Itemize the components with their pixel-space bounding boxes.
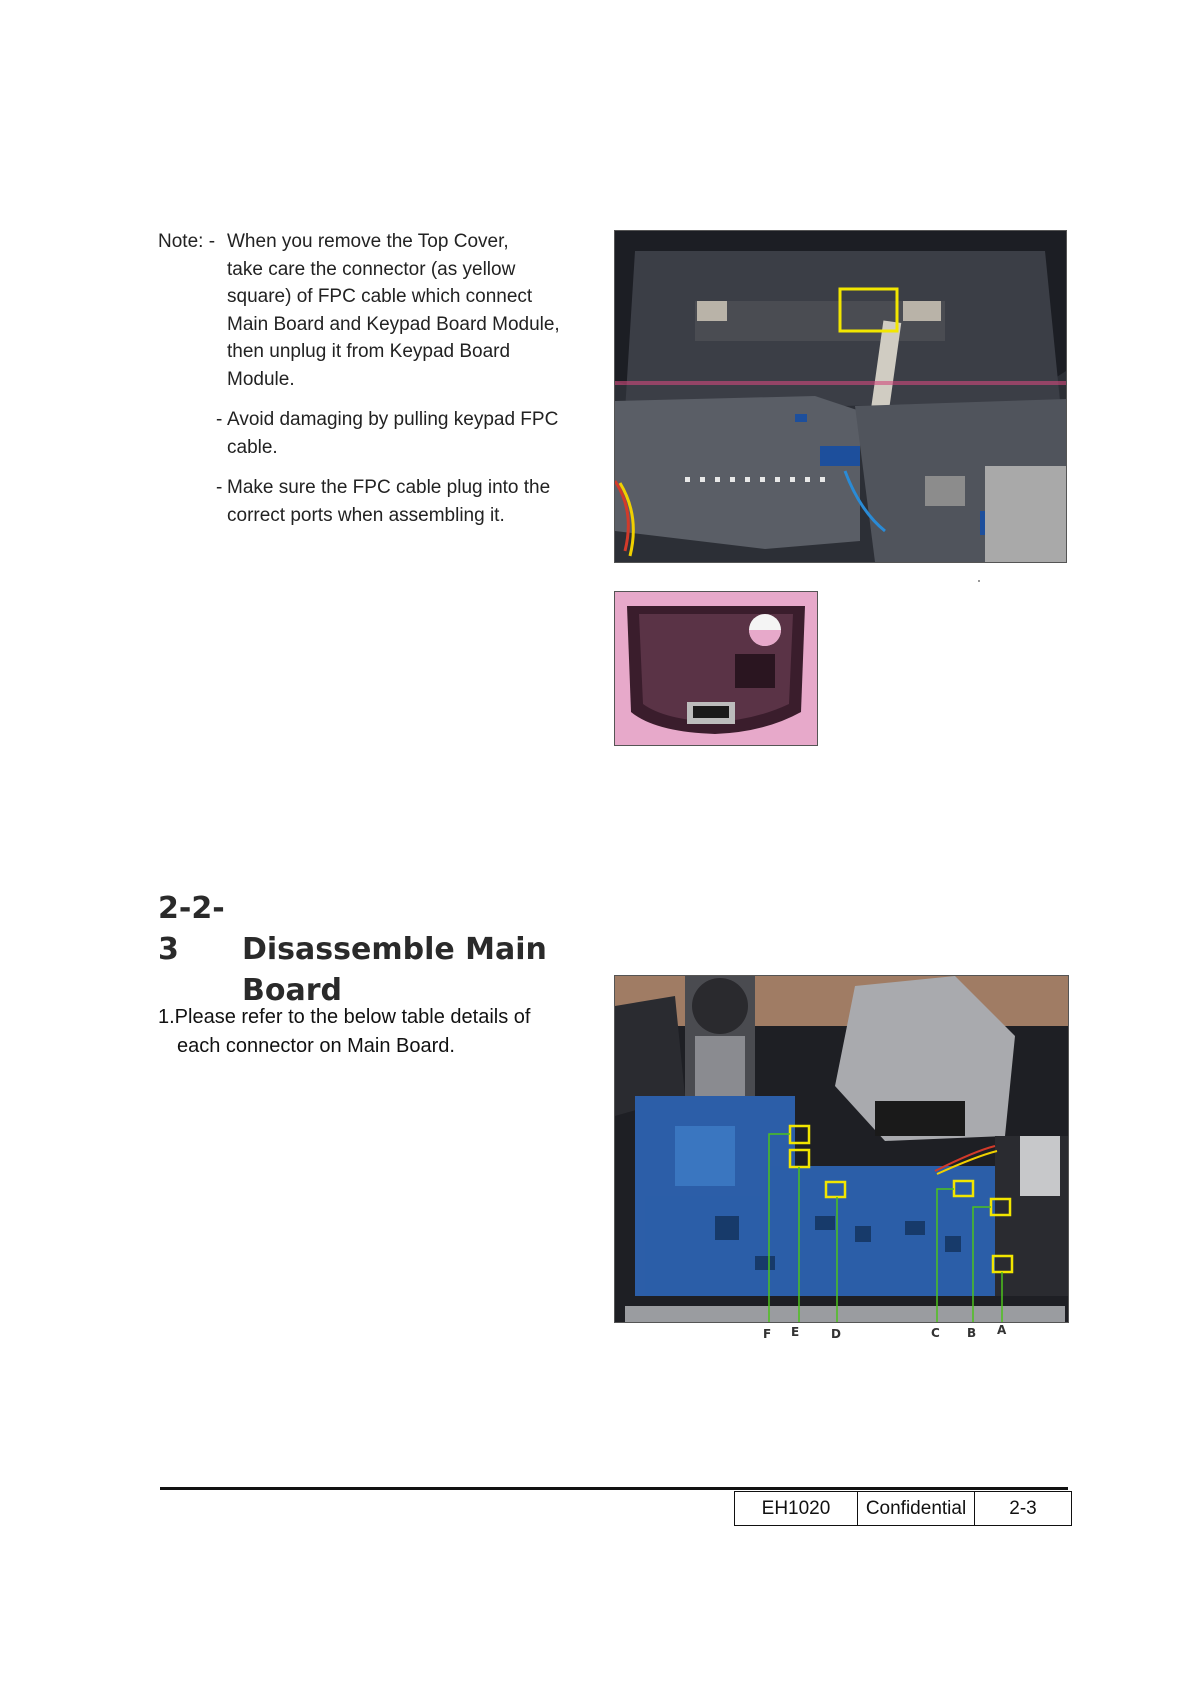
- footer-rule: [160, 1487, 1068, 1490]
- top-cover-photo: [614, 591, 818, 746]
- step-1-line1: 1.Please refer to the below table details of: [158, 1006, 531, 1028]
- main-board-photo: [614, 975, 1069, 1323]
- footer-classification: Confidential: [858, 1492, 975, 1525]
- connector-label-e: E: [791, 1325, 800, 1339]
- section-number: 2-2-3: [158, 891, 225, 967]
- note-label: Note: -: [158, 231, 216, 252]
- section-title-line1: Disassemble Main: [242, 932, 547, 967]
- top-cover-interior-photo: [614, 230, 1067, 563]
- note-line: square) of FPC cable which connect: [227, 286, 533, 307]
- connector-label-b: B: [967, 1326, 977, 1340]
- note-line: take care the connector (as yellow: [227, 258, 516, 280]
- footer-table: [734, 1491, 1072, 1526]
- bullet-dash: -: [216, 409, 223, 430]
- note-line: Module.: [227, 368, 295, 390]
- connector-label-d: D: [831, 1327, 841, 1341]
- note-line: Make sure the FPC cable plug into the: [227, 477, 551, 498]
- note-line: correct ports when assembling it.: [227, 504, 505, 526]
- footer-page-number: 2-3: [1009, 1498, 1037, 1519]
- connector-label-c: C: [931, 1326, 940, 1340]
- note-line: When you remove the Top Cover,: [227, 231, 509, 252]
- step-1: [158, 1003, 598, 1061]
- connector-label-a: A: [997, 1323, 1007, 1337]
- section-title-line2: Board: [242, 973, 342, 1008]
- scan-speck: [978, 580, 980, 582]
- note-line: then unplug it from Keypad Board: [227, 341, 511, 362]
- note-line: Main Board and Keypad Board Module,: [227, 313, 560, 335]
- note-block: [158, 228, 598, 529]
- bullet-dash: -: [216, 477, 223, 498]
- connector-label-f: F: [763, 1327, 772, 1341]
- step-1-line2: each connector on Main Board.: [177, 1035, 455, 1057]
- note-line: Avoid damaging by pulling keypad FPC: [227, 409, 559, 430]
- footer-model: EH1020: [735, 1492, 858, 1525]
- section-heading: [158, 888, 547, 1011]
- note-line: cable.: [227, 436, 278, 458]
